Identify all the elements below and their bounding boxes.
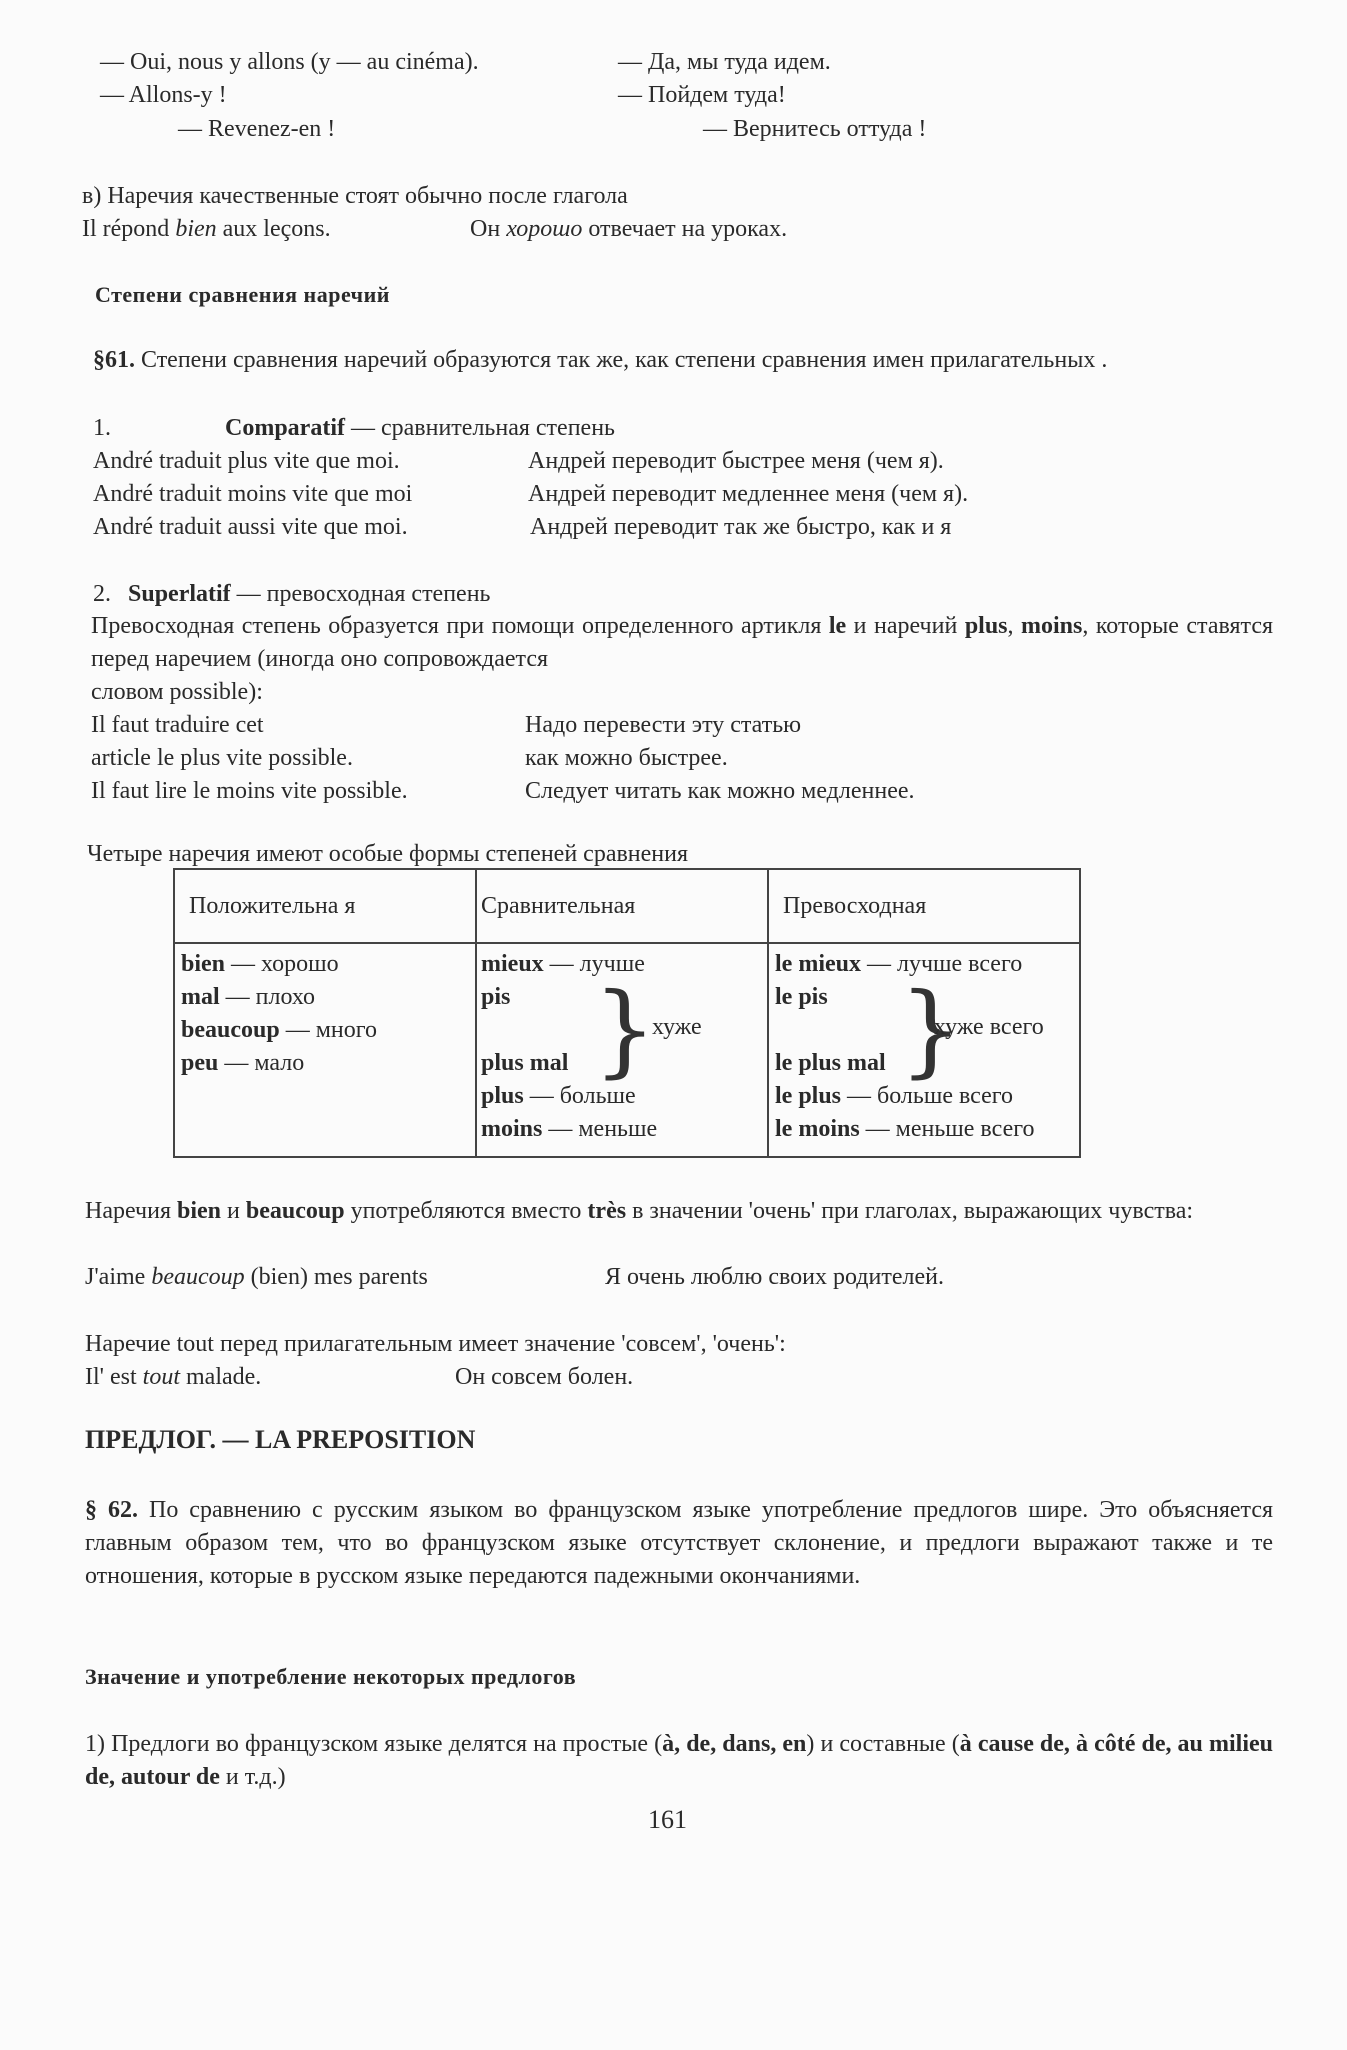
superlatif-example-fr-2: article le plus vite possible.	[91, 745, 353, 771]
table-intro: Четыре наречия имеют особые формы степеней сравнения	[87, 841, 689, 867]
comparatif-example-ru-1: Андрей переводит быстрее меня (чем я).	[528, 448, 944, 474]
comparatif-example-fr-1: André traduit plus vite que moi.	[93, 448, 400, 474]
header-superlative: Превосходная	[768, 869, 1080, 943]
table-header-row	[174, 869, 1080, 943]
preposition-item-1: 1) Предлоги во французском языке делятся на простые (à, de, dans, en) и составные (à cause de, à côté de, au milieu de, autour de и т.д.)	[85, 1731, 1273, 1790]
superlative-item: le mieux — лучше всего	[775, 951, 1023, 977]
comparatif-example-ru-3: Андрей переводит так же быстро, как и я	[530, 514, 952, 540]
cell-comparative	[476, 943, 768, 1157]
superlative-item: le plus — больше всего	[775, 1083, 1014, 1109]
superlatif-example-fr-1: Il faut traduire cet	[91, 712, 264, 738]
bien-beaucoup-example-ru: Я очень люблю своих родителей.	[605, 1264, 944, 1290]
example-fr-1: — Oui, nous y allons (y — au cinéma).	[100, 49, 479, 75]
degrees-table	[173, 868, 1081, 1158]
tout-example-fr: Il' est tout malade.	[85, 1364, 262, 1390]
superlatif-paragraph: Превосходная степень образуется при помощи определенного артикля le и наречий plus, moins, которые ставятся перед наречием (иногда оно сопровождается	[91, 613, 1274, 672]
rule-v-text: в) Наречия качественные стоят обычно после глагола	[82, 183, 628, 209]
comparative-item: plus — больше	[481, 1083, 636, 1109]
table-body-row	[174, 943, 1080, 1157]
paragraph-62: § 62. По сравнению с русским языком во французском языке употребление предлогов шире. Это объясняется главным образом тем, что во французском языке отсутствует склонение, и предлоги выражают также и те отношения, которые в русском языке передаются падежными окончаниями.	[85, 1497, 1274, 1589]
superlatif-example-fr-3: Il faut lire le moins vite possible.	[91, 778, 408, 804]
superlatif-paragraph-end: словом possible):	[91, 679, 263, 705]
example-ru-3: — Вернитесь оттуда !	[703, 116, 927, 142]
example-fr-3: — Revenez-en !	[178, 116, 336, 142]
comparative-item: plus mal	[481, 1050, 569, 1076]
example-ru-2: — Пойдем туда!	[618, 82, 786, 108]
superlative-brace: }	[899, 971, 963, 1088]
header-comparative: Сравнительная	[476, 869, 768, 943]
superlatif-heading: Superlatif — превосходная степень	[128, 581, 491, 607]
comparatif-example-ru-2: Андрей переводит медленнее меня (чем я).	[528, 481, 969, 507]
rule-v-example-ru: Он хорошо отвечает на уроках.	[470, 216, 788, 242]
bien-beaucoup-paragraph: Наречия bien и beaucoup употребляются вместо très в значении 'очень' при глаголах, выражающих чувства:	[85, 1198, 1194, 1224]
tout-rule: Наречие tout перед прилагательным имеет значение 'совсем', 'очень':	[85, 1331, 786, 1357]
comparative-brace: }	[593, 971, 657, 1088]
section-heading-degrees: Степени сравнения наречий	[95, 282, 390, 307]
example-fr-2: — Allons-y !	[100, 82, 227, 108]
bien-beaucoup-example-fr: J'aime beaucoup (bien) mes parents	[85, 1264, 428, 1290]
positive-item: peu — мало	[181, 1050, 305, 1076]
superlatif-example-ru-2: как можно быстрее.	[525, 745, 728, 771]
superlative-brace-label: хуже всего	[934, 1014, 1044, 1040]
cell-positive	[174, 943, 476, 1157]
positive-item: beaucoup — много	[181, 1017, 377, 1043]
paragraph-61: §61. Степени сравнения наречий образуются так же, как степени сравнения имен прилагательных .	[93, 347, 1108, 373]
positive-item: mal — плохо	[181, 984, 315, 1010]
comparatif-num: 1.	[93, 415, 111, 441]
positive-item: bien — хорошо	[181, 951, 339, 977]
superlative-item: le moins — меньше всего	[775, 1116, 1035, 1142]
comparatif-example-fr-2: André traduit moins vite que moi	[93, 481, 413, 507]
preposition-heading: ПРЕДЛОГ. — LA PREPOSITION	[85, 1425, 476, 1454]
comparative-item: mieux — лучше	[481, 951, 645, 977]
superlatif-example-ru-1: Надо перевести эту статью	[525, 712, 802, 738]
tout-example-ru: Он совсем болен.	[455, 1364, 634, 1390]
example-ru-1: — Да, мы туда идем.	[618, 49, 831, 75]
rule-v-example-fr: Il répond bien aux leçons.	[82, 216, 331, 242]
comparatif-example-fr-3: André traduit aussi vite que moi.	[93, 514, 408, 540]
preposition-subheading: Значение и употребление некоторых предлогов	[85, 1664, 577, 1689]
superlatif-example-ru-3: Следует читать как можно медленнее.	[525, 778, 915, 804]
superlative-item: le plus mal	[775, 1050, 886, 1076]
comparatif-heading: Comparatif — сравнительная степень	[225, 415, 615, 441]
cell-superlative	[768, 943, 1080, 1157]
superlative-item: le pis	[775, 984, 828, 1010]
page-number: 161	[648, 1805, 687, 1834]
comparative-brace-label: хуже	[652, 1014, 702, 1040]
comparative-item: moins — меньше	[481, 1116, 658, 1142]
header-positive: Положительна я	[174, 869, 476, 943]
comparative-item: pis	[481, 984, 511, 1010]
superlatif-num: 2.	[93, 581, 111, 607]
